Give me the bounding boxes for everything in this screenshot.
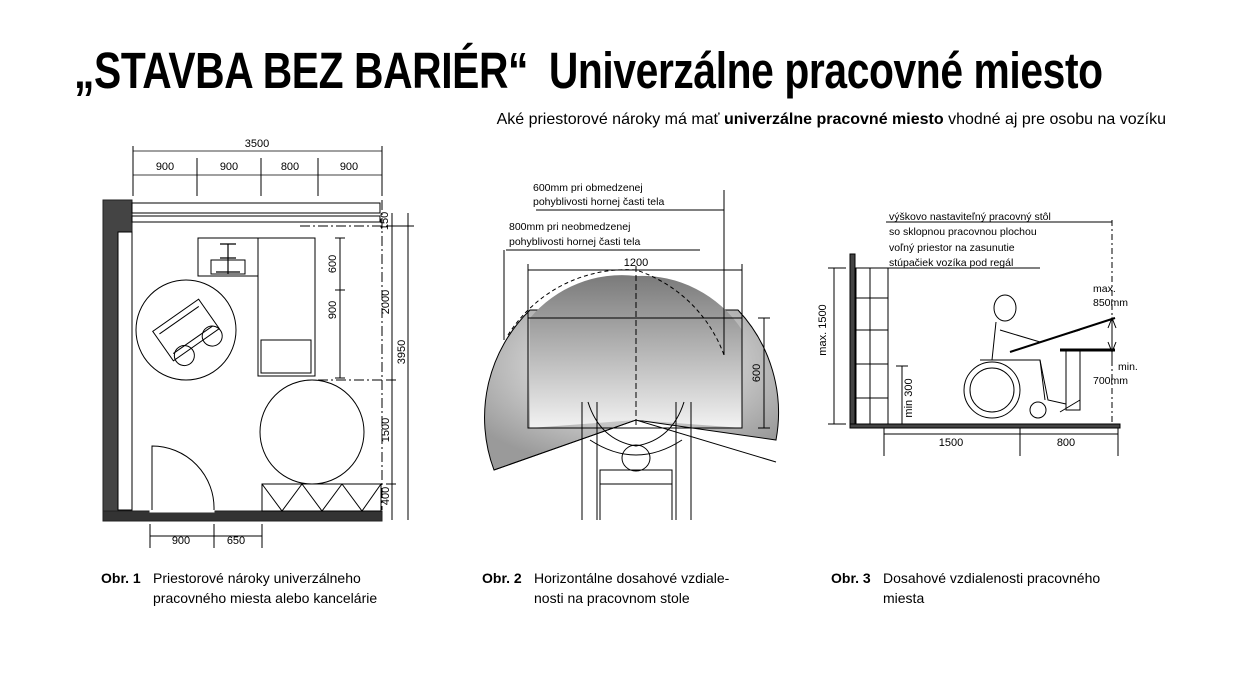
fig3-min-label: min.	[1118, 361, 1138, 373]
fig1-dim-seg-2: 900	[219, 161, 239, 173]
figure1-floor-plan	[103, 146, 414, 548]
caption-3-line1: Dosahové vzdialenosti pracovného	[883, 570, 1101, 586]
fig3-max-label: max.	[1093, 283, 1116, 295]
fig3-min-value: 700mm	[1093, 375, 1129, 387]
fig1-dim-150: 150	[379, 211, 391, 231]
fig2-note-600-line1: 600mm pri obmedzenej	[533, 182, 643, 194]
fig3-note-line2: so sklopnou pracovnou plochou	[889, 226, 1037, 238]
fig3-dim-max1500: max. 1500	[817, 304, 829, 356]
fig1-dim-400: 400	[380, 486, 392, 506]
caption-2-number: Obr. 2	[482, 570, 522, 586]
subtitle-bold: univerzálne pracovné miesto	[723, 111, 944, 128]
title-part1: „STAVBA BEZ BARIÉR“	[74, 42, 529, 99]
caption-3-line2: miesta	[883, 590, 925, 606]
caption-1-line2: pracovného miesta alebo kancelárie	[153, 590, 378, 606]
caption-2-line2: nosti na pracovnom stole	[534, 590, 690, 606]
fig1-dim-600: 600	[327, 254, 339, 274]
fig2-note-600-line2: pohyblivosti hornej časti tela	[533, 196, 665, 208]
caption-3-number: Obr. 3	[831, 570, 871, 586]
fig1-dim-1500: 1500	[380, 417, 392, 443]
caption-figure-1	[101, 568, 431, 610]
fig3-dim-min300: min 300	[903, 378, 915, 418]
fig1-dim-seg-3: 800	[280, 161, 300, 173]
fig2-note-800-line1: 800mm pri neobmedzenej	[509, 221, 631, 233]
caption-figure-3	[831, 568, 1151, 610]
fig3-dim-1500: 1500	[938, 437, 964, 449]
caption-2-line1: Horizontálne dosahové vzdiale-	[534, 570, 730, 586]
fig1-dim-bottom-650: 650	[226, 535, 246, 547]
subtitle-text: Aké priestorové nároky má mať	[496, 111, 724, 128]
fig1-dim-bottom-900: 900	[171, 535, 191, 547]
fig2-dim-600: 600	[751, 363, 763, 383]
subtitle-text-end: vhodné aj pre osobu na vozíku	[943, 111, 1166, 128]
fig3-note-line1: výškovo nastaviteľný pracovný stôl	[889, 211, 1051, 223]
fig3-dim-800: 800	[1056, 437, 1076, 449]
fig3-note-line4: stúpačiek vozíka pod regál	[889, 257, 1014, 269]
fig1-dim-2000: 2000	[380, 289, 392, 315]
caption-figure-2	[482, 568, 782, 610]
fig1-dim-seg-4: 900	[339, 161, 359, 173]
fig2-note-800-line2: pohyblivosti hornej časti tela	[509, 236, 641, 248]
fig1-dim-900: 900	[327, 300, 339, 320]
fig2-dim-1200: 1200	[623, 257, 649, 269]
fig3-note-line3: voľný priestor na zasunutie	[889, 242, 1015, 254]
title-part2: Univerzálne pracovné miesto	[548, 42, 1103, 99]
figure3-section-diagram	[828, 220, 1120, 456]
fig1-dim-seg-1: 900	[155, 161, 175, 173]
fig3-max-value: 850mm	[1093, 297, 1129, 309]
caption-1-line1: Priestorové nároky univerzálneho	[153, 570, 361, 586]
fig1-dim-3950: 3950	[396, 339, 408, 365]
fig1-dim-total-width: 3500	[244, 138, 270, 150]
caption-1-number: Obr. 1	[101, 570, 141, 586]
